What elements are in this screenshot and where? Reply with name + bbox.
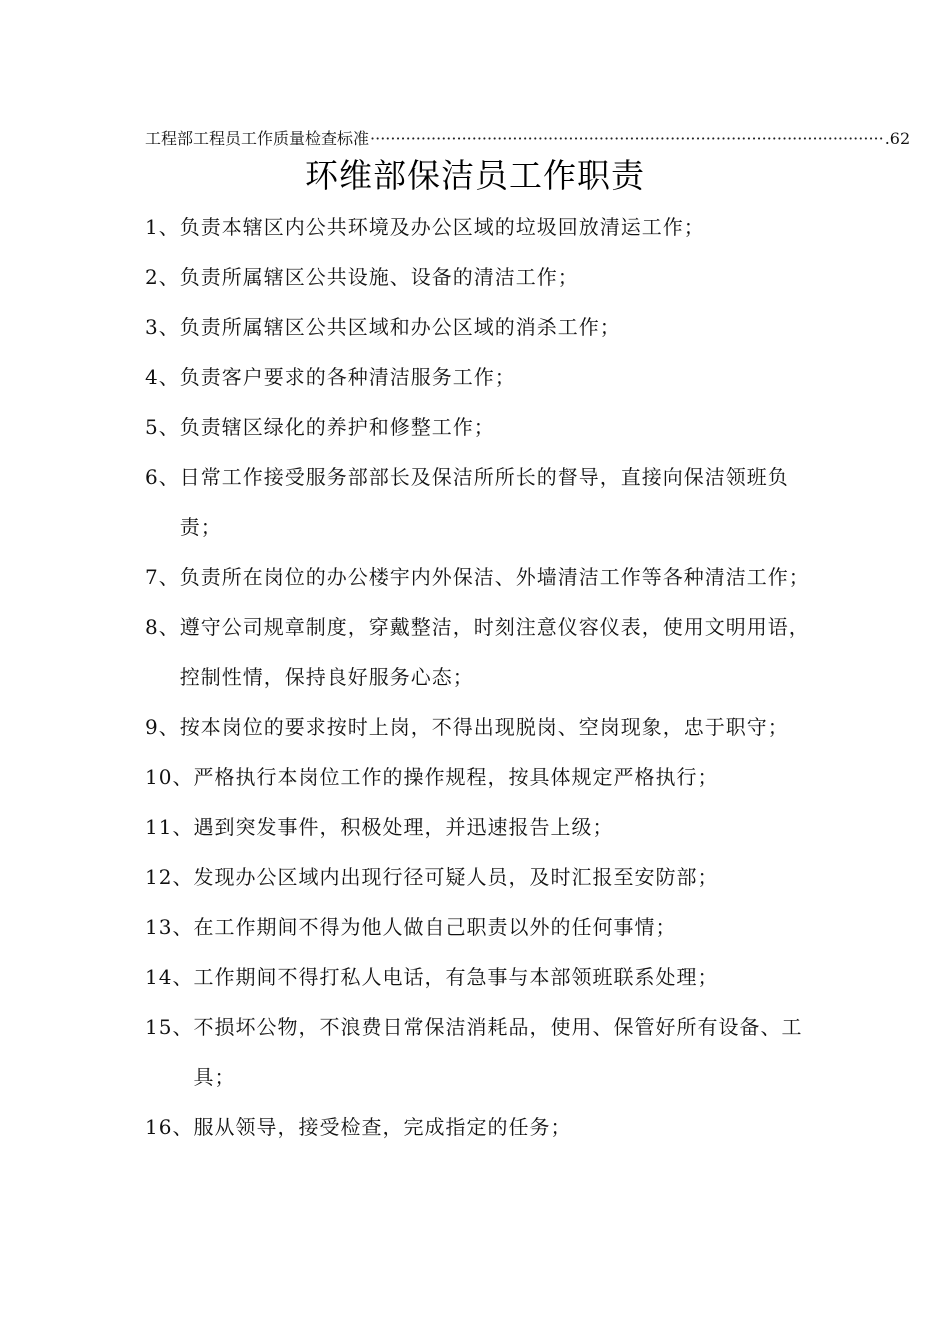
duty-number: 12、	[145, 865, 194, 889]
duty-item	[145, 1002, 825, 1102]
duty-text: 日常工作接受服务部部长及保洁所所长的督导，直接向保洁领班负责；	[179, 465, 789, 539]
duty-item	[145, 952, 825, 1002]
duty-text: 遇到突发事件，积极处理，并迅速报告上级；	[193, 815, 614, 839]
toc-dot-leader: ·····································································································	[370, 129, 884, 148]
duty-number: 3、	[145, 315, 180, 339]
duty-number: 14、	[145, 965, 194, 989]
duty-text: 服从领导，接受检查，完成指定的任务；	[193, 1115, 572, 1139]
duty-number: 4、	[145, 365, 180, 389]
duty-item	[145, 352, 825, 402]
duty-number: 5、	[145, 415, 180, 439]
toc-entry[interactable]	[145, 128, 911, 150]
duty-text: 负责所在岗位的办公楼宇内外保洁、外墙清洁工作等各种清洁工作；	[179, 565, 810, 589]
duty-item	[145, 902, 825, 952]
toc-entry-text: 工程部工程员工作质量检查标准	[145, 129, 370, 148]
duty-text: 不损坏公物，不浪费日常保洁消耗品，使用、保管好所有设备、工具；	[193, 1015, 803, 1089]
duty-number: 7、	[145, 565, 180, 589]
duty-number: 15、	[145, 1015, 194, 1039]
duty-text: 按本岗位的要求按时上岗，不得出现脱岗、空岗现象，忠于职守；	[179, 715, 789, 739]
duty-item	[145, 702, 825, 752]
duty-item	[145, 202, 825, 252]
duty-number: 10、	[145, 765, 194, 789]
duty-item	[145, 852, 825, 902]
duties-list	[145, 202, 825, 1152]
duty-number: 16、	[145, 1115, 194, 1139]
duty-text: 发现办公区域内出现行径可疑人员，及时汇报至安防部；	[193, 865, 719, 889]
duty-item	[145, 302, 825, 352]
duty-item	[145, 402, 825, 452]
duty-item	[145, 1102, 825, 1152]
duty-item	[145, 252, 825, 302]
duty-number: 2、	[145, 265, 180, 289]
toc-page-number: .62	[884, 129, 911, 148]
duty-number: 9、	[145, 715, 180, 739]
duty-text: 工作期间不得打私人电话，有急事与本部领班联系处理；	[193, 965, 719, 989]
duty-item	[145, 552, 825, 602]
duty-item	[145, 452, 825, 552]
document-title: 环维部保洁员工作职责	[305, 156, 645, 195]
duty-text: 负责客户要求的各种清洁服务工作；	[179, 365, 516, 389]
duty-text: 严格执行本岗位工作的操作规程，按具体规定严格执行；	[193, 765, 719, 789]
duty-number: 6、	[145, 465, 180, 489]
duty-text: 负责所属辖区公共设施、设备的清洁工作；	[179, 265, 579, 289]
duty-text: 在工作期间不得为他人做自己职责以外的任何事情；	[193, 915, 677, 939]
duty-text: 负责所属辖区公共区域和办公区域的消杀工作；	[179, 315, 621, 339]
duty-number: 1、	[145, 215, 180, 239]
duty-number: 13、	[145, 915, 194, 939]
duty-item	[145, 602, 825, 702]
duty-item	[145, 802, 825, 852]
duty-text: 负责本辖区内公共环境及办公区域的垃圾回放清运工作；	[179, 215, 705, 239]
duty-item	[145, 752, 825, 802]
duty-text: 遵守公司规章制度，穿戴整洁，时刻注意仪容仪表，使用文明用语，控制性情，保持良好服务心态；	[179, 615, 810, 689]
duty-text: 负责辖区绿化的养护和修整工作；	[179, 415, 495, 439]
duty-number: 11、	[145, 815, 194, 839]
duty-number: 8、	[145, 615, 180, 639]
